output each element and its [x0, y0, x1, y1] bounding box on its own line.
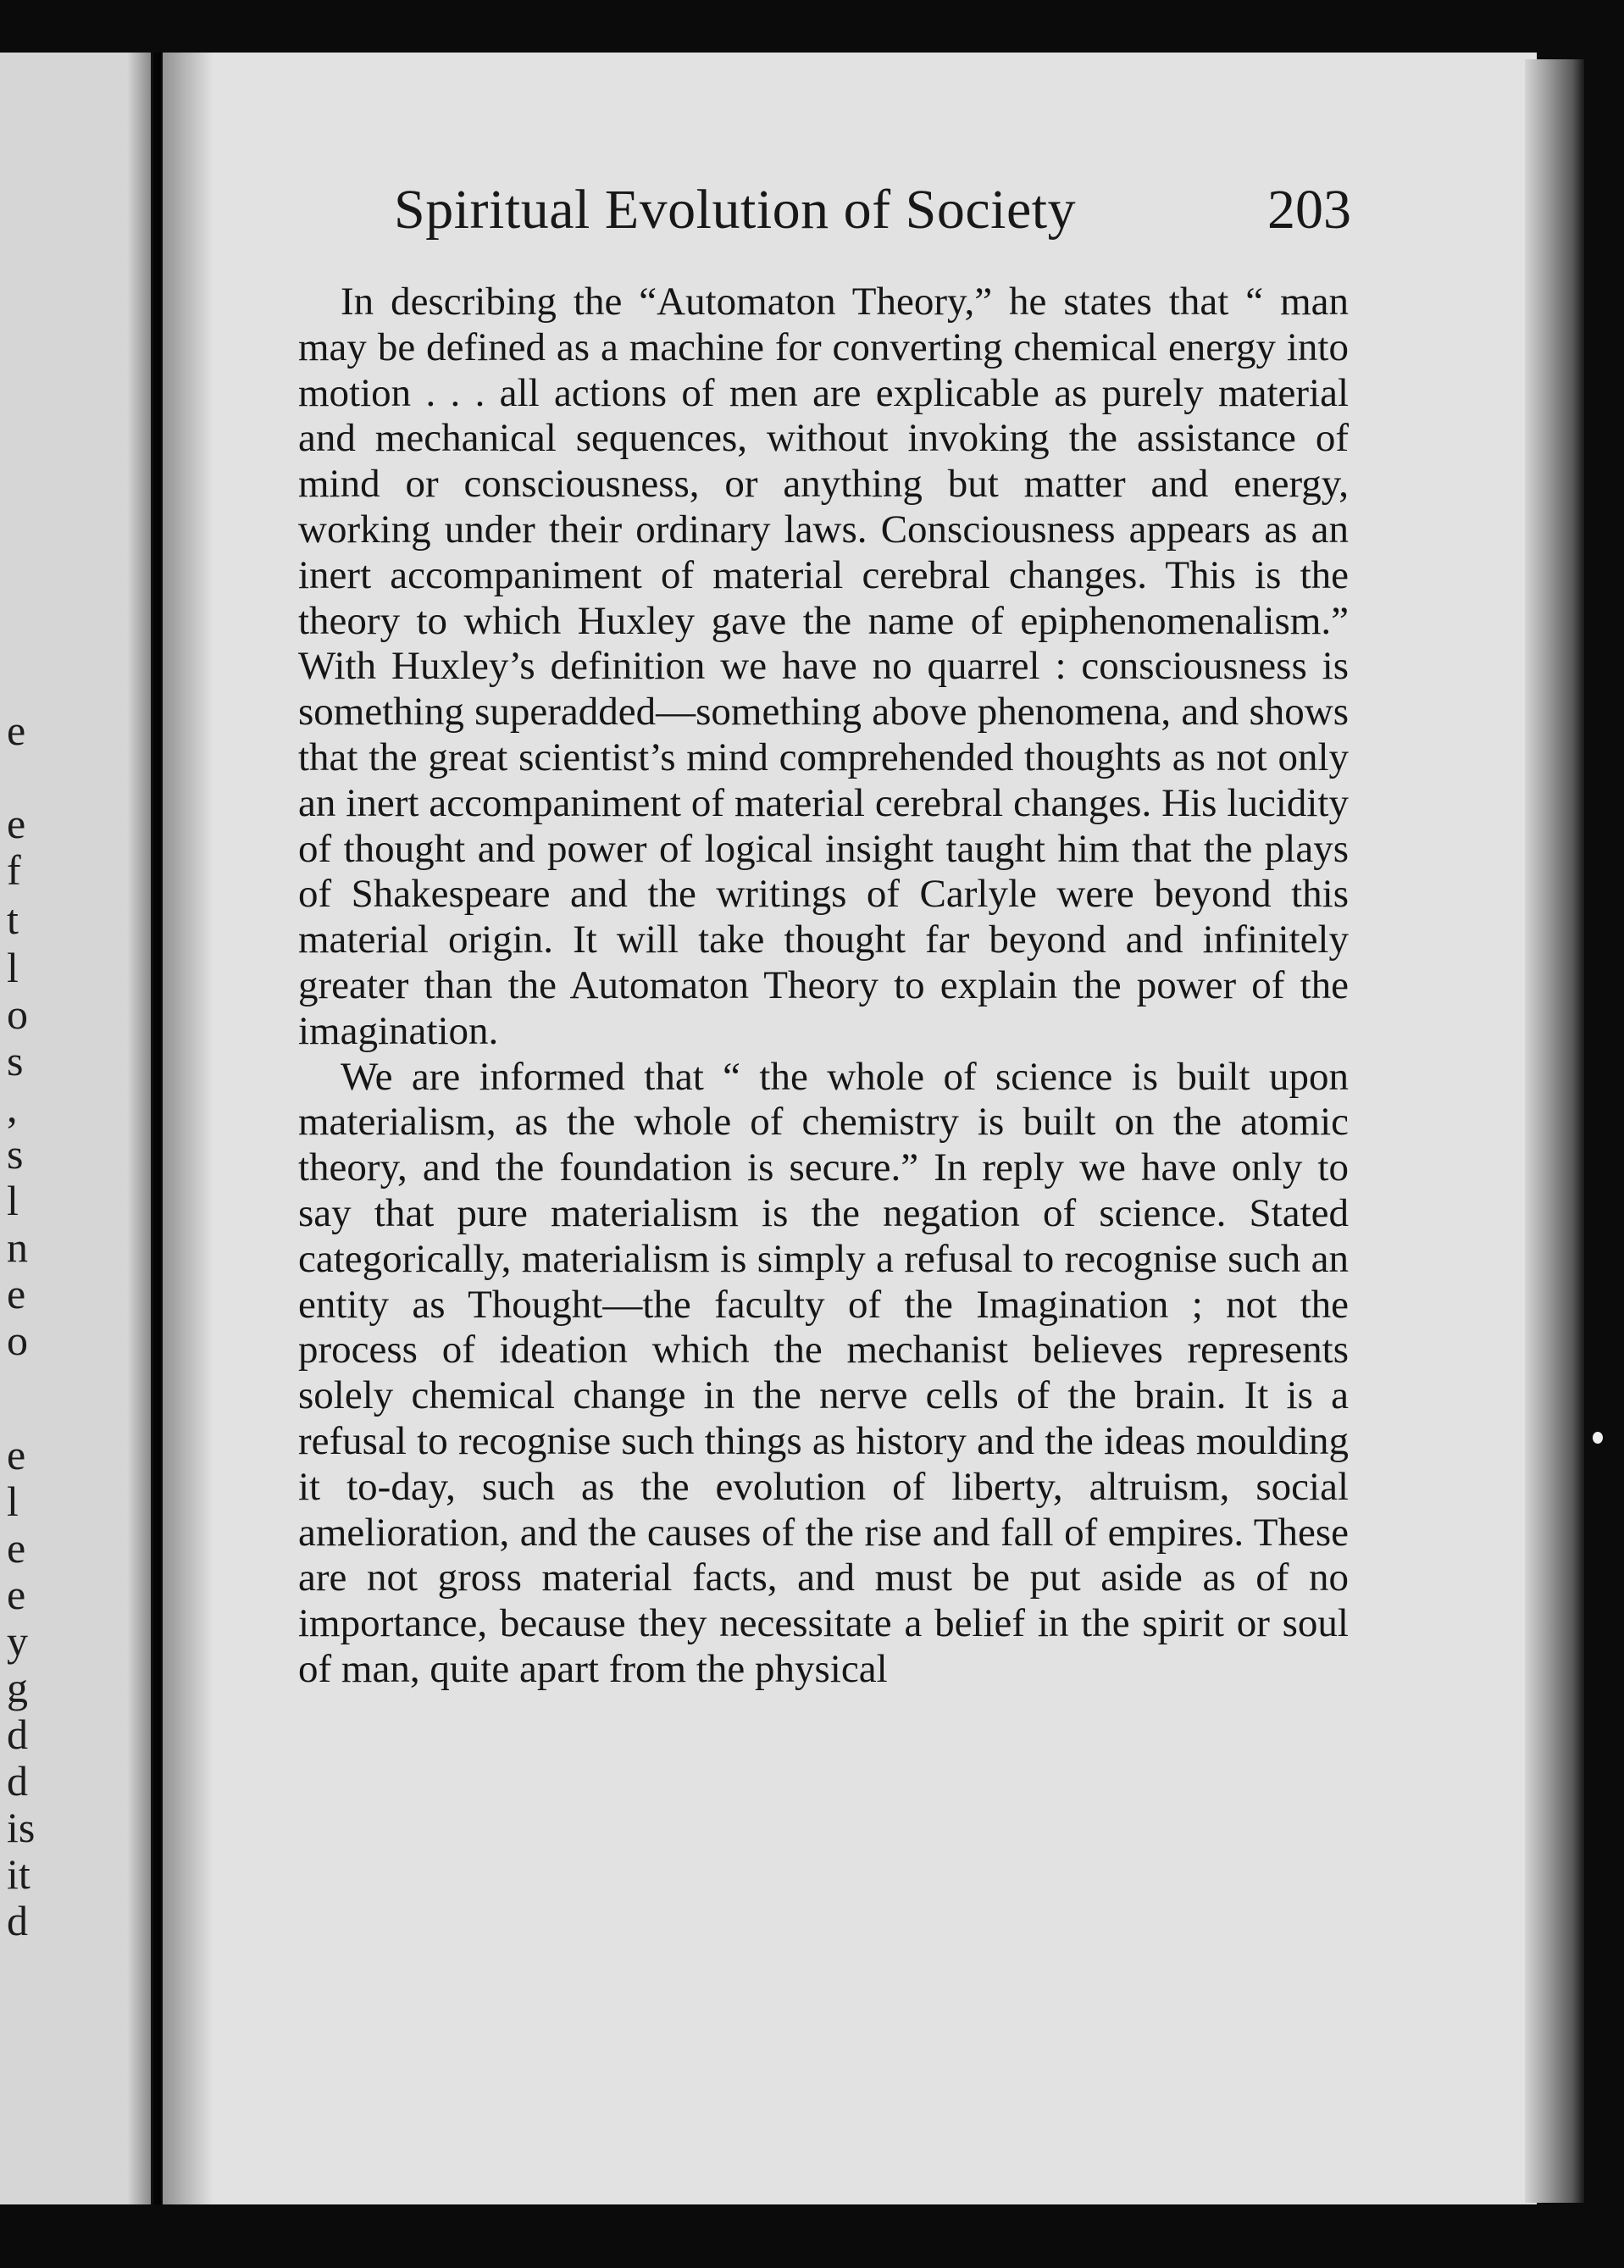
fragment-char: n — [7, 1223, 28, 1271]
body-text — [298, 280, 1349, 1693]
gutter-shade — [163, 53, 213, 2204]
fragment-char: e — [7, 1571, 26, 1618]
fragment-char: d — [7, 1757, 28, 1805]
binding-shadow — [127, 53, 161, 2204]
fragment-char: , — [7, 1084, 18, 1131]
fragment-char: e — [7, 707, 26, 754]
fragment-char: is — [7, 1804, 36, 1851]
fragment-char: e — [7, 1431, 26, 1478]
fragment-char: f — [7, 846, 21, 894]
fragment-char: s — [7, 1037, 24, 1084]
fragment-char: g — [7, 1664, 28, 1711]
running-head: Spiritual Evolution of Society — [394, 179, 1077, 241]
paragraph: In describing the “Automaton Theory,” he states that “ man may be defined as a machine for converting chemical energy into motion . . . all actions of men are explicable as purely material and mechanical sequences, without invoking the assistance of mind or consciousness, or anything but matter and energy, working under their ordinary laws. Consciousness appears as an inert accompaniment of material cerebral changes. This is the theory to which Huxley gave the name of epiphenomenalism.” With Huxley’s definition we have no quarrel : consciousness is something superadded—something above phenomena, and shows that the great scientist’s mind comprehended thoughts as not only an inert accompaniment of material cerebral changes. His lucidity of thought and power of logical insight taught him that the plays of Shakespeare and the writings of Carlyle were beyond this material origin. It will take thought far beyond and infinitely greater than the Automaton Theory to explain the power of the imagination. — [298, 280, 1349, 1053]
fragment-char: l — [7, 944, 19, 991]
fragment-char: d — [7, 1711, 28, 1758]
fragment-char: e — [7, 800, 26, 847]
fragment-char: o — [7, 1317, 28, 1364]
fragment-char: e — [7, 1524, 26, 1572]
fragment-char: d — [7, 1897, 28, 1944]
fragment-char: l — [7, 1177, 19, 1224]
paragraph: We are informed that “ the whole of science is built upon materialism, as the whole of chemistry is built on the atomic theory, and the foundation is secure.” In reply we have only to say that pure materialism is the negation of science. Stated categorically, materialism is simply a refusal to recognise such an entity as Thought—the faculty of the Imagination ; not the process of ideation which the mechanist believes represents solely chemical change in the nerve cells of the brain. It is a refusal to recognise such things as history and the ideas moulding it to-day, such as the evolution of liberty, altruism, social amelioration, and the causes of the rise and fall of empires. These are not gross material facts, and must be put aside as of no importance, because they necessitate a belief in the spirit or soul of man, quite apart from the physical — [298, 1054, 1349, 1691]
fragment-char: t — [7, 896, 19, 943]
fragment-char: y — [7, 1617, 28, 1665]
fragment-char: s — [7, 1130, 24, 1178]
page-edge — [1525, 59, 1584, 2203]
fragment-char: it — [7, 1850, 30, 1898]
scan-speck — [1593, 1432, 1603, 1444]
fragment-char: e — [7, 1270, 26, 1317]
fragment-char: l — [7, 1478, 19, 1525]
fragment-char: o — [7, 990, 28, 1038]
page-number: 203 — [1267, 179, 1351, 241]
page-header — [394, 178, 1351, 263]
